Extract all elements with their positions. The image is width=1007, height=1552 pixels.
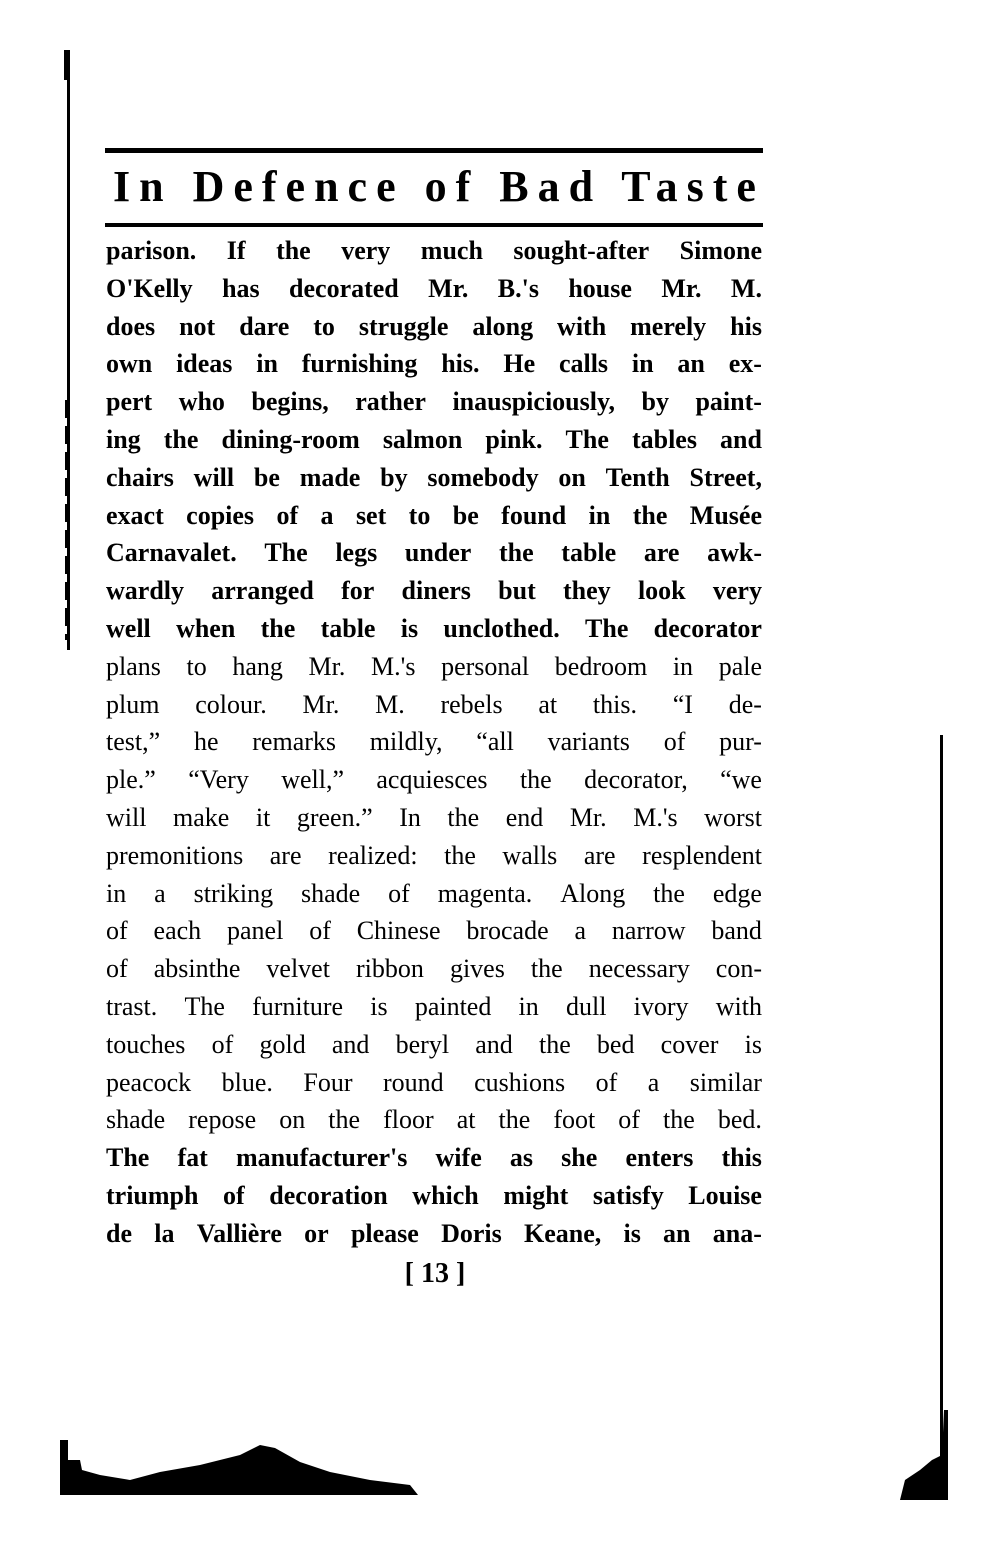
text-line: premonitions are realized: the walls are resplendent [106, 840, 762, 870]
text-line: of absinthe velvet ribbon gives the necessary con- [106, 954, 762, 984]
text-line: shade repose on the floor at the foot of the bed. [106, 1105, 762, 1135]
text-line: test,” he remarks mildly, “all variants of pur- [106, 727, 762, 757]
scan-blot-right [900, 1410, 950, 1500]
text-line: The fat manufacturer's wife as she enters this [106, 1143, 762, 1173]
header-bottom-rule [105, 223, 763, 227]
scan-blot-left [60, 1400, 440, 1500]
text-line: own ideas in furnishing his. He calls in an ex- [106, 349, 762, 379]
text-line: well when the table is unclothed. The decorator [106, 613, 762, 643]
scan-left-border [67, 50, 70, 650]
text-line: trast. The furniture is painted in dull ivory with [106, 991, 762, 1021]
text-line: parison. If the very much sought-after Simone [106, 236, 762, 265]
text-line: peacock blue. Four round cushions of a similar [106, 1067, 762, 1097]
text-line: of each panel of Chinese brocade a narrow band [106, 916, 762, 946]
text-line: O'Kelly has decorated Mr. B.'s house Mr. M. [106, 273, 762, 303]
text-line: exact copies of a set to be found in the Musée [106, 500, 762, 530]
text-line: de la Vallière or please Doris Keane, is an ana- [106, 1218, 762, 1248]
text-line: pert who begins, rather inauspiciously, by paint- [106, 387, 762, 417]
body-text [106, 232, 762, 1253]
running-title: In Defence of Bad Taste [113, 162, 765, 211]
text-line: wardly arranged for diners but they look very [106, 576, 762, 606]
text-line: chairs will be made by somebody on Tenth Street, [106, 462, 762, 492]
text-line: ple.” “Very well,” acquiesces the decorator, “we [106, 765, 762, 795]
scan-right-border [940, 735, 943, 1495]
text-line: does not dare to struggle along with merely his [106, 311, 762, 341]
scan-left-ticks [65, 400, 67, 640]
header-top-rule [105, 148, 763, 153]
text-line: Carnavalet. The legs under the table are awk- [106, 538, 762, 568]
text-line: ing the dining-room salmon pink. The tables and [106, 424, 762, 454]
page-number: [ 13 ] [404, 1258, 466, 1289]
text-line: plum colour. Mr. M. rebels at this. “I de- [106, 689, 762, 719]
running-header [105, 148, 763, 227]
text-line: in a striking shade of magenta. Along the edge [106, 878, 762, 908]
text-line: triumph of decoration which might satisfy Louise [106, 1180, 762, 1210]
text-line: touches of gold and beryl and the bed cover is [106, 1029, 762, 1059]
text-line: will make it green.” In the end Mr. M.'s worst [106, 802, 762, 832]
text-line: plans to hang Mr. M.'s personal bedroom in pale [106, 651, 762, 681]
